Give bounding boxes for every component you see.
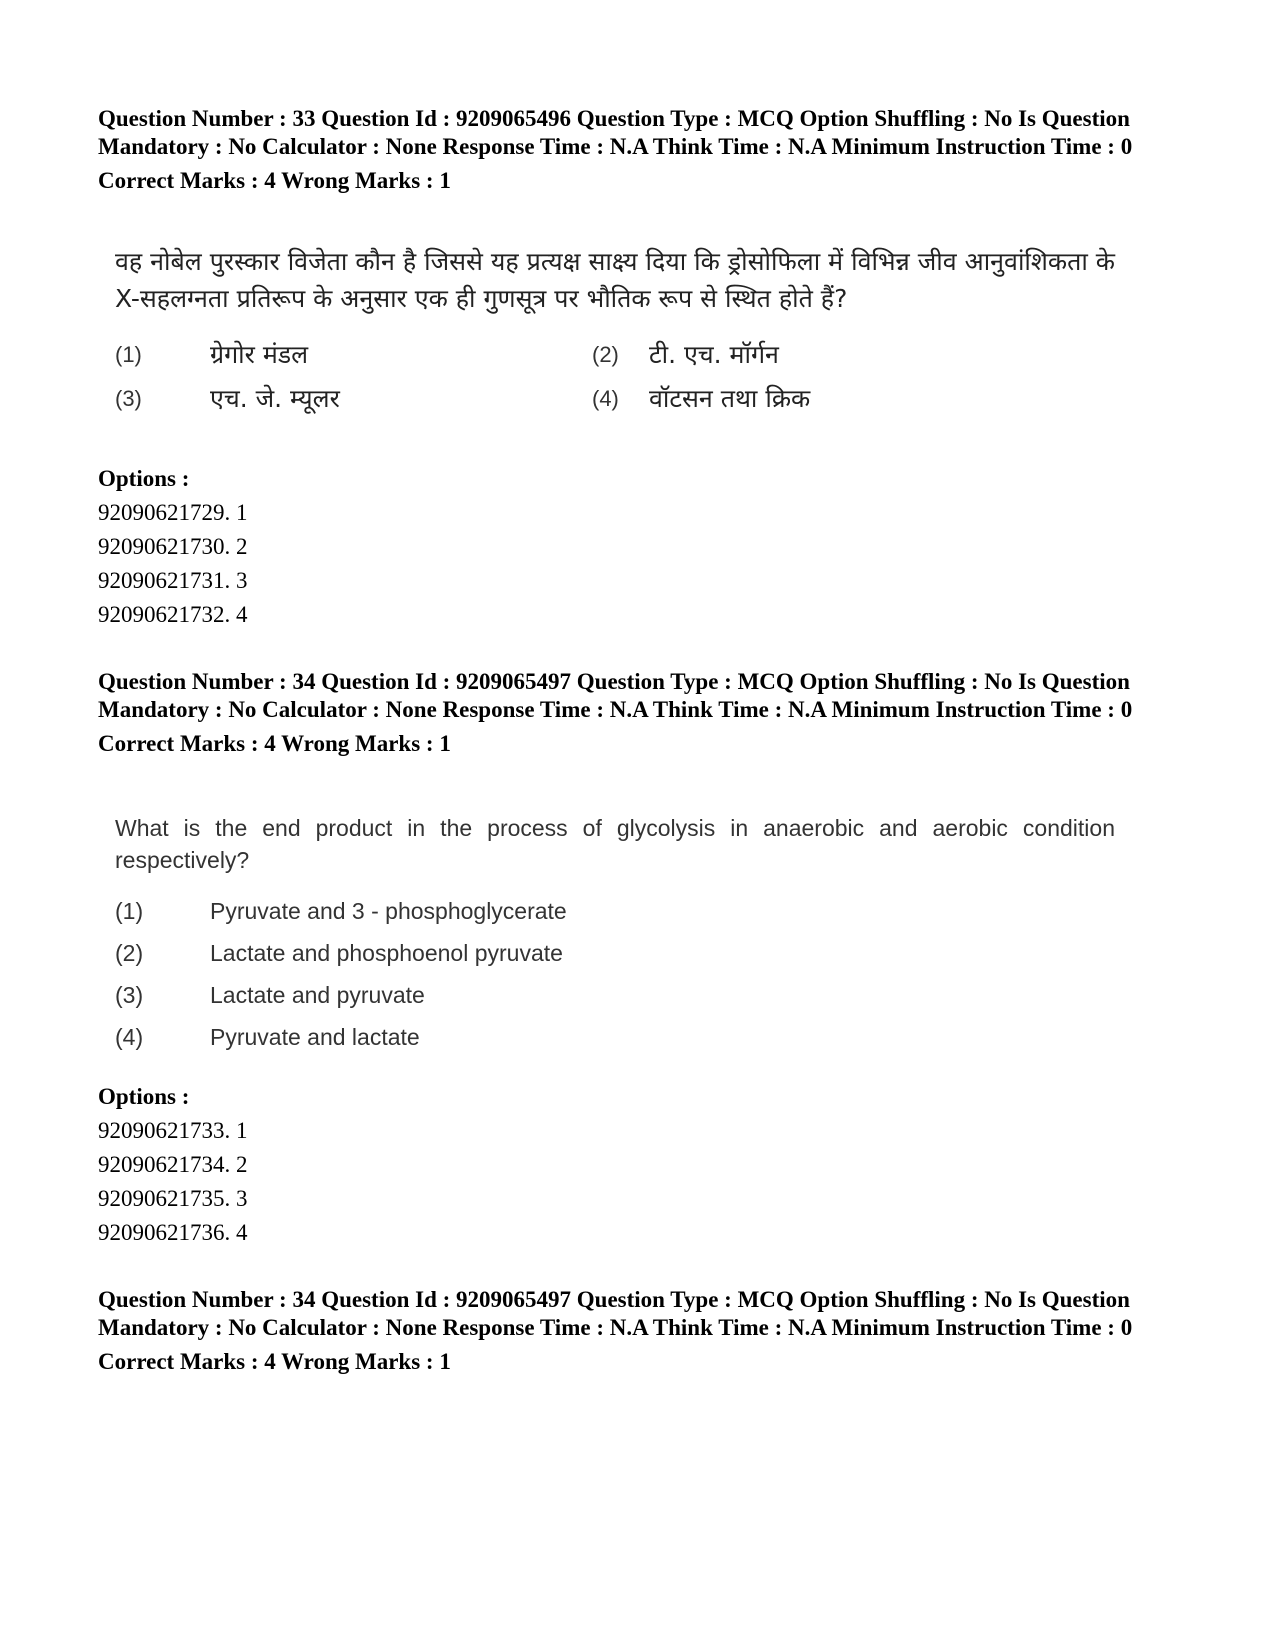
choice-text: ग्रेगोर मंडल <box>210 340 309 369</box>
option-item: 92090621733. 1 <box>98 1118 248 1143</box>
question-meta: Question Number : 34 Question Id : 9209065497 Question Type : MCQ Option Shuffling : No Is Question Mandatory : No Calculator : None Response Time : N.A Think Time : N.A Minimum Instruction Time : 0 <box>98 669 1133 722</box>
options-list-33 <box>98 465 1178 629</box>
choice-grid <box>115 339 1115 415</box>
choice-number: (4) <box>592 386 619 411</box>
options-title: Options : <box>98 1084 190 1109</box>
question-34-body <box>115 812 1115 1064</box>
choice-number: (3) <box>115 982 144 1008</box>
choice-text: वॉटसन तथा क्रिक <box>649 384 811 413</box>
question-marks: Correct Marks : 4 Wrong Marks : 1 <box>98 168 451 193</box>
options-title: Options : <box>98 466 190 491</box>
choice-row <box>115 938 1115 968</box>
option-item: 92090621731. 3 <box>98 568 248 593</box>
question-text: वह नोबेल पुरस्कार विजेता कौन है जिससे यह प्रत्यक्ष साक्ष्य दिया कि ड्रोसोफिला में विभिन्न जीव आनुवांशिकता के X-सहलग्नता प्रतिरूप के अनुसार एक ही गुणसूत्र पर भौतिक रूप से स्थित होते हैं? <box>115 247 1115 313</box>
choice-number: (4) <box>115 1024 144 1050</box>
choice-text: एच. जे. म्यूलर <box>210 384 340 413</box>
question-34-header <box>98 668 1178 758</box>
options-list-34 <box>98 1083 1178 1247</box>
choice-row <box>115 1022 1115 1052</box>
option-item: 92090621734. 2 <box>98 1152 248 1177</box>
option-item: 92090621729. 1 <box>98 500 248 525</box>
choice-text: Lactate and pyruvate <box>210 982 425 1008</box>
question-33-header <box>98 105 1178 195</box>
choice-number: (2) <box>115 940 144 966</box>
question-meta: Question Number : 33 Question Id : 9209065496 Question Type : MCQ Option Shuffling : No Is Question Mandatory : No Calculator : None Response Time : N.A Think Time : N.A Minimum Instruction Time : 0 <box>98 106 1133 159</box>
choice-number: (1) <box>115 342 142 367</box>
question-marks: Correct Marks : 4 Wrong Marks : 1 <box>98 1349 451 1374</box>
question-text: What is the end product in the process of glycolysis in anaerobic and aerobic condition respectively? <box>115 815 1115 873</box>
choice-number: (3) <box>115 386 142 411</box>
choice-list <box>115 896 1115 1052</box>
choice-text: Pyruvate and lactate <box>210 1024 420 1050</box>
option-item: 92090621736. 4 <box>98 1220 248 1245</box>
choice-text: Lactate and phosphoenol pyruvate <box>210 940 563 966</box>
question-34-repeat-header <box>98 1286 1178 1376</box>
choice-text: टी. एच. मॉर्गन <box>649 340 779 369</box>
choice-number: (2) <box>592 342 619 367</box>
question-meta: Question Number : 34 Question Id : 9209065497 Question Type : MCQ Option Shuffling : No Is Question Mandatory : No Calculator : None Response Time : N.A Think Time : N.A Minimum Instruction Time : 0 <box>98 1287 1133 1340</box>
option-item: 92090621735. 3 <box>98 1186 248 1211</box>
choice-row <box>115 980 1115 1010</box>
choice-row <box>115 896 1115 926</box>
choice-number: (1) <box>115 898 144 924</box>
question-marks: Correct Marks : 4 Wrong Marks : 1 <box>98 731 451 756</box>
question-33-body <box>115 243 1115 415</box>
option-item: 92090621732. 4 <box>98 602 248 627</box>
choice-text: Pyruvate and 3 - phosphoglycerate <box>210 898 567 924</box>
option-item: 92090621730. 2 <box>98 534 248 559</box>
